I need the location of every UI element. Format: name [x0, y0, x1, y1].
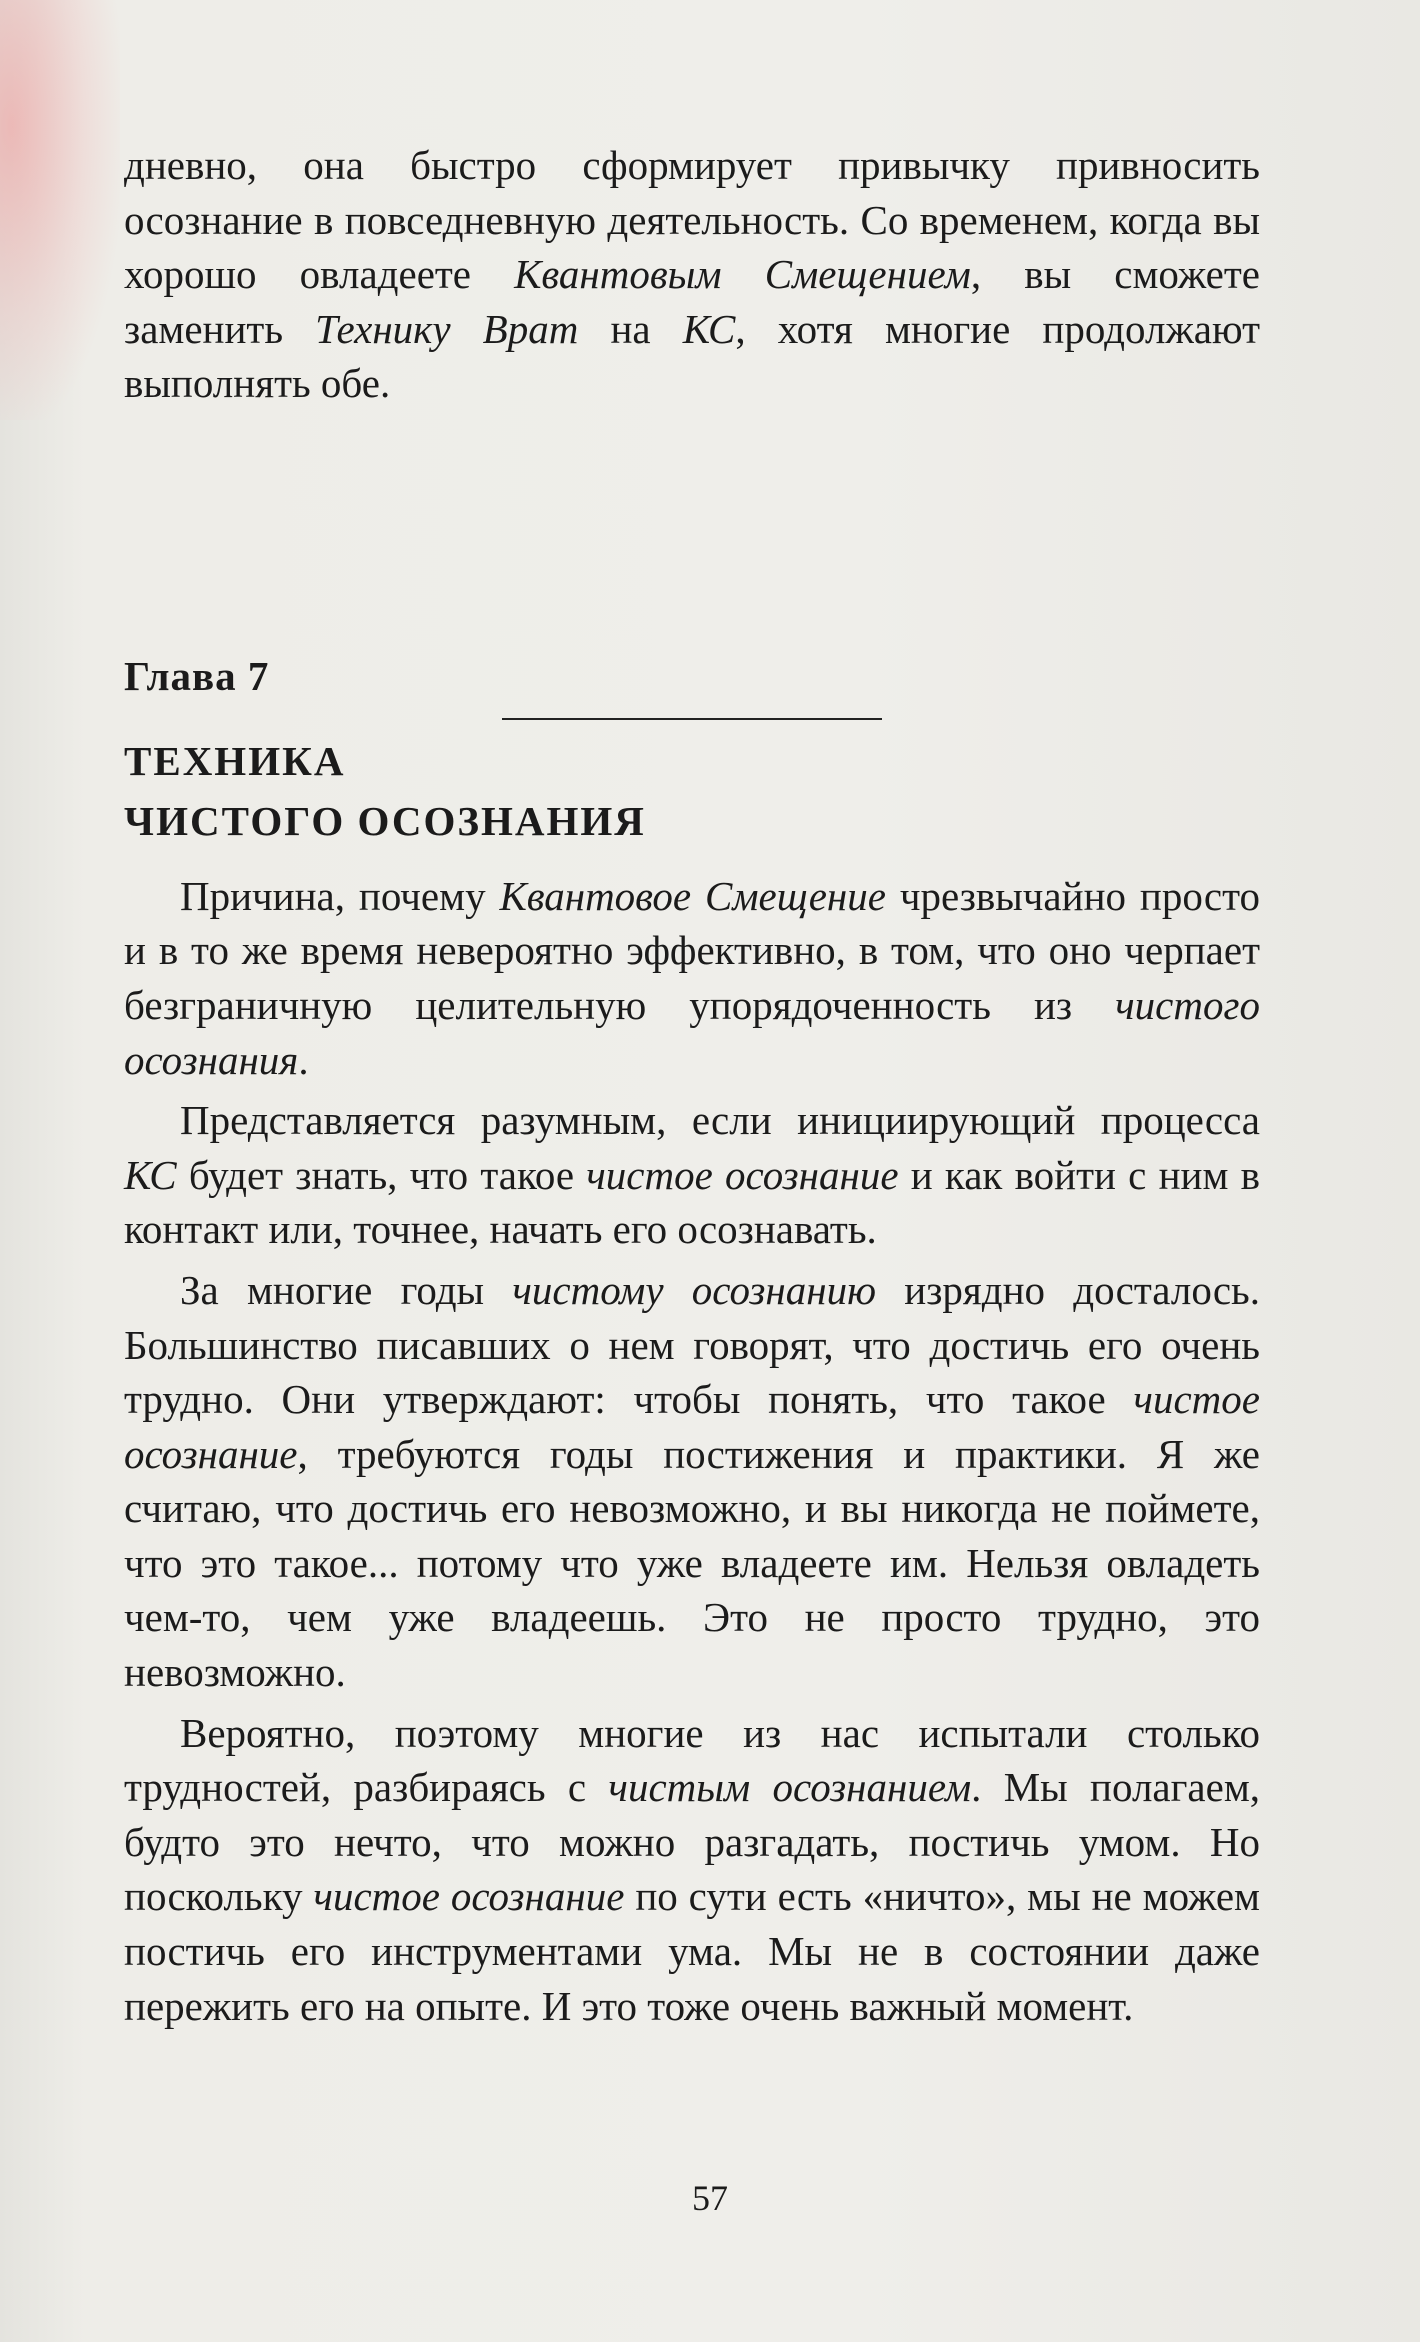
text-run: на: [578, 305, 683, 352]
text-run: .: [298, 1036, 309, 1083]
text-run: чрезвычайно просто и в то же время невероятно эффективно, в том, что оно черпает безграничную целительную упорядоченность из: [124, 872, 1260, 1028]
text-run: Представляется разумным, если инициирующий процесса: [180, 1097, 1260, 1144]
italic-term: чистое осознание: [586, 1151, 899, 1198]
text-run: , вы сможете заменить: [124, 251, 1260, 352]
chapter-title-line-2: ЧИСТОГО ОСОЗНАНИЯ: [124, 798, 646, 845]
italic-term: чистое осознание: [313, 1873, 625, 1920]
body-paragraph-4: [124, 1706, 1260, 2034]
italic-term: Квантовое Смещение: [499, 872, 886, 919]
italic-term: чистым осознанием: [608, 1764, 972, 1811]
italic-term: КС: [682, 305, 736, 352]
body-paragraph-3: [124, 1263, 1260, 1700]
text-run: , требуются годы постижения и практики. Я же считаю, что достичь его невозможно, и вы никогда не поймете, что это такое... потому что уже владеете им. Нельзя овладеть чем-то, чем уже владеешь. Это не просто трудно, это невозможно.: [124, 1430, 1260, 1696]
italic-term: чистое осознание: [124, 1376, 1260, 1477]
text-run: . Мы полагаем, будто это нечто, что можно разгадать, постичь умом. Но поскольку: [124, 1764, 1261, 1920]
text-run: За многие годы: [180, 1266, 513, 1313]
italic-term: Квантовым Смещением: [514, 251, 971, 298]
text-run: , хотя многие продолжают выполнять обе.: [124, 305, 1260, 407]
page-stain-decoration: [0, 0, 120, 420]
italic-term: чистого осознания: [124, 981, 1260, 1083]
intro-paragraph: [124, 138, 1260, 411]
text-run: Причина, почему: [180, 872, 500, 919]
text-run: будет знать, что такое: [176, 1151, 587, 1198]
text-run: дневно, она быстро сформирует привычку привносить осознание в повседневную деятельность. Со временем, когда вы хорошо овладеете: [124, 142, 1260, 298]
text-run: Вероятно, поэтому многие из нас испытали столько трудностей, разбираясь с: [124, 1709, 1260, 1811]
text-run: и как войти с ним в контакт или, точнее, начать его осознавать.: [124, 1151, 1260, 1253]
text-run: по сути есть «ничто», мы не можем постичь его инструментами ума. Мы не в состоянии даже пережить его на опыте. И это тоже очень важный момент.: [124, 1873, 1260, 2029]
text-run: изрядно досталось. Большинство писавших о нем говорят, что достичь его очень трудно. Они утверждают: чтобы понять, что такое: [124, 1266, 1260, 1423]
italic-term: КС: [124, 1151, 177, 1198]
chapter-title-line-1: ТЕХНИКА: [124, 737, 346, 784]
page-number: 57: [692, 2178, 728, 2218]
text-column: [124, 138, 1260, 2033]
chapter-heading: [124, 649, 1260, 849]
italic-term: Технику Врат: [315, 305, 579, 352]
body-paragraph-1: [124, 869, 1260, 1087]
chapter-label: Глава 7: [124, 652, 270, 699]
italic-term: чистому осознанию: [512, 1266, 876, 1313]
body-paragraph-2: [124, 1093, 1260, 1257]
chapter-rule: [502, 718, 882, 720]
chapter-body: [124, 869, 1260, 2033]
